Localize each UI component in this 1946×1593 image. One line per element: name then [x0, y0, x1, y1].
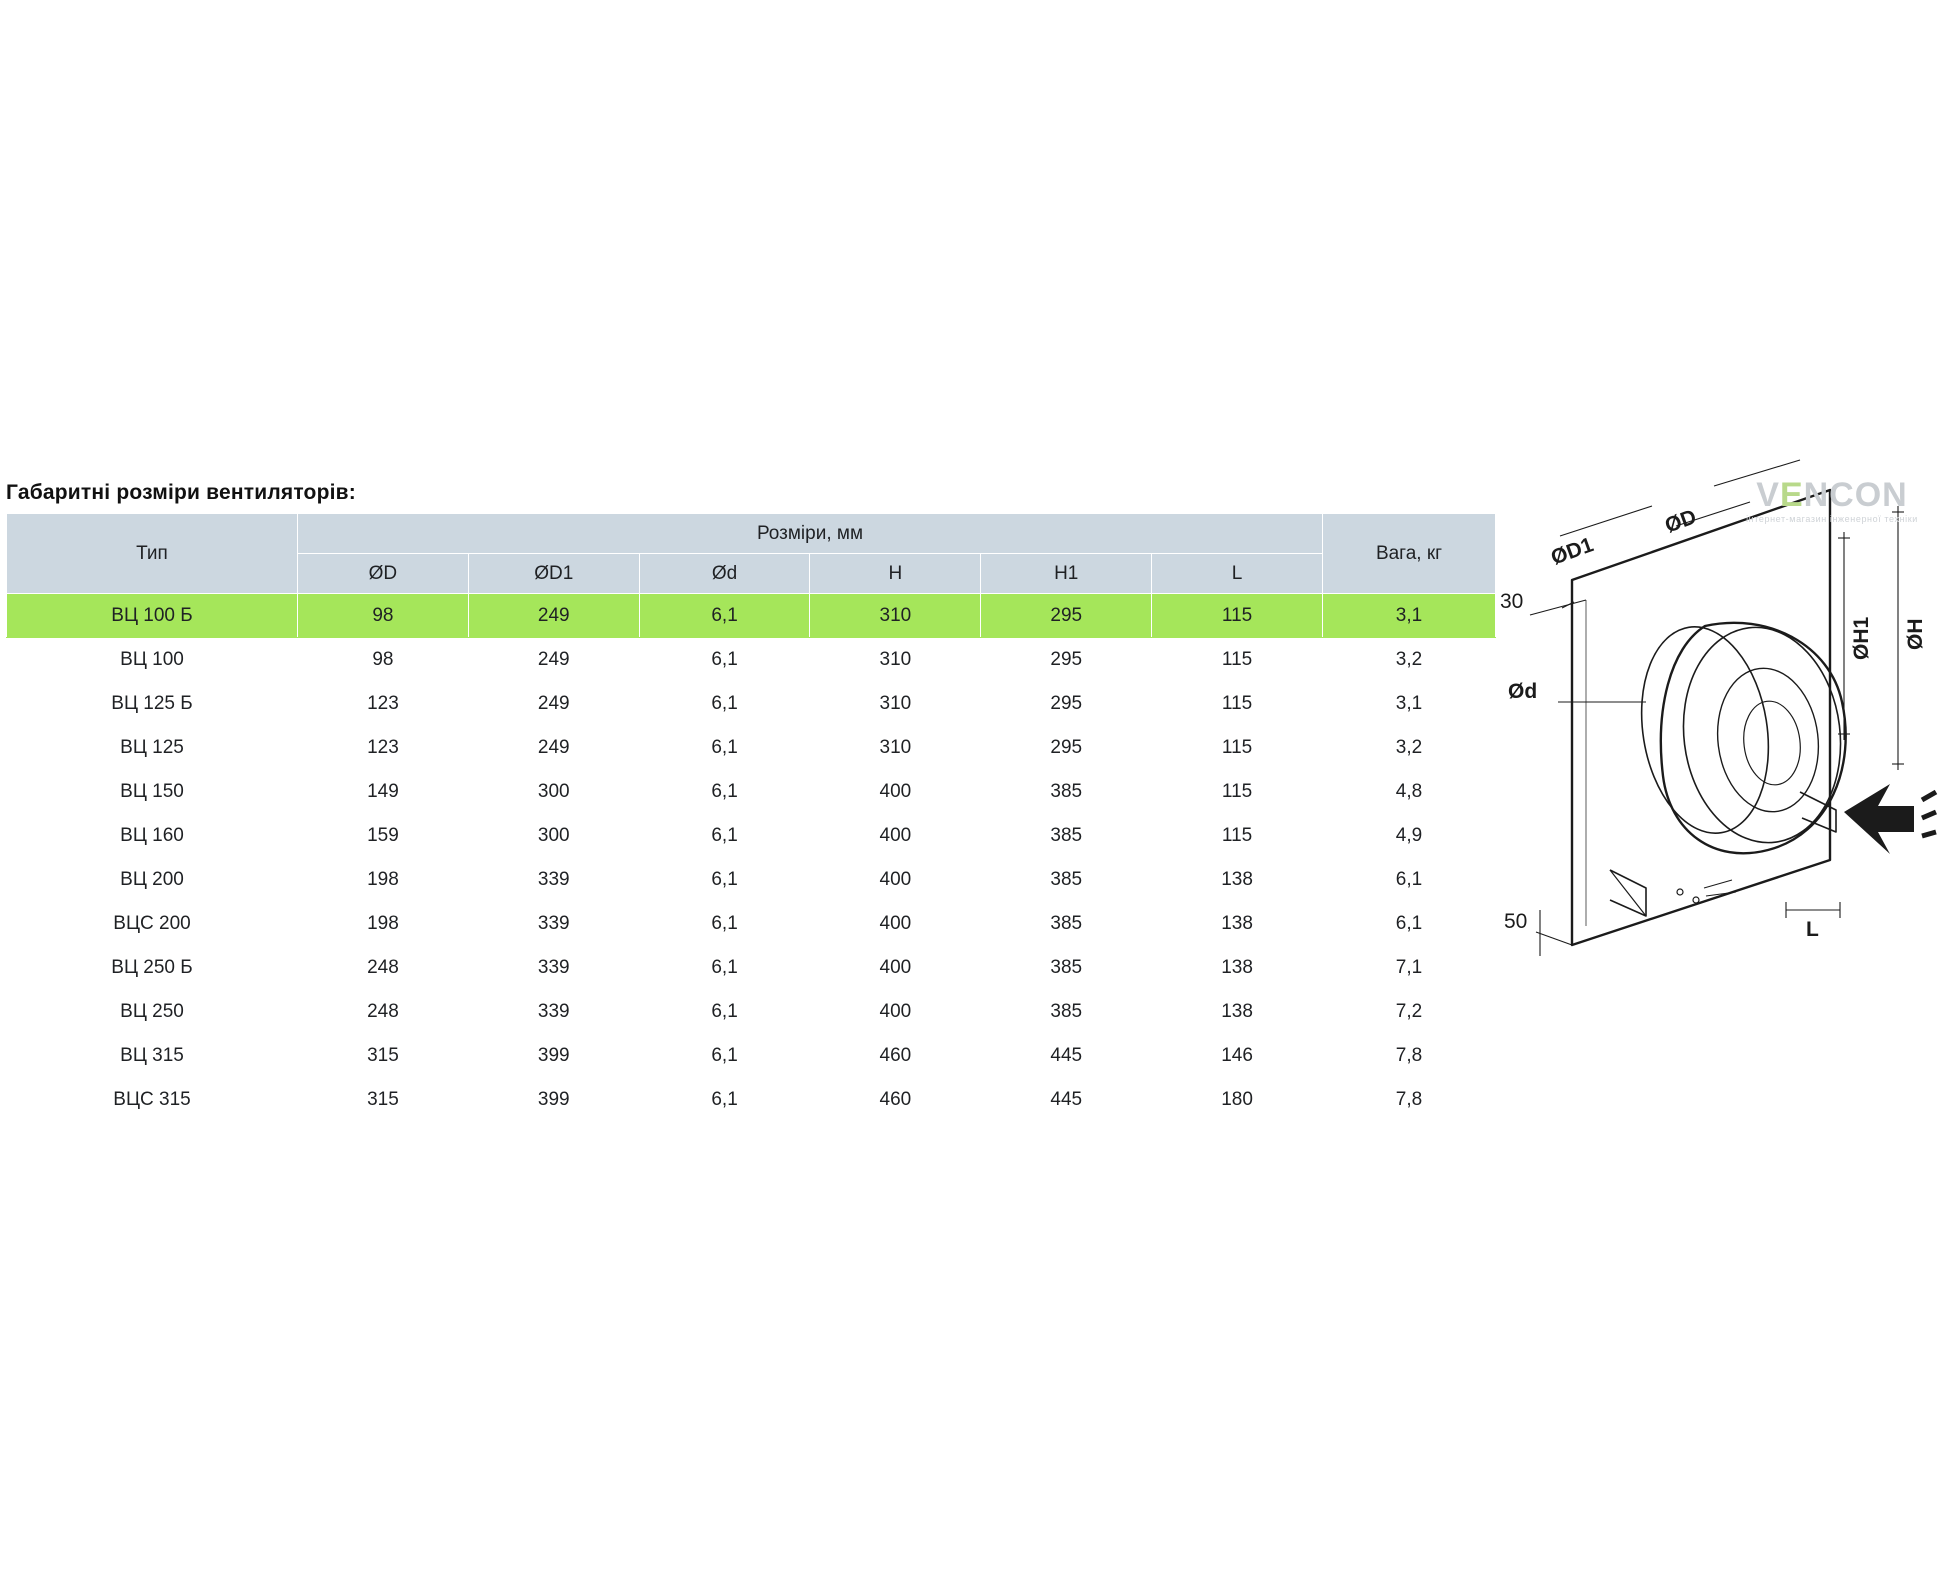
cell-weight: 4,8 — [1323, 770, 1496, 814]
col-header-h1: H1 — [981, 554, 1152, 594]
cell-dimension: 98 — [298, 638, 469, 682]
table-row — [7, 726, 1496, 770]
cell-dimension: 310 — [810, 594, 981, 638]
cell-dimension: 310 — [810, 638, 981, 682]
cell-dimension: 385 — [981, 902, 1152, 946]
watermark-brand-right: NCON — [1803, 476, 1908, 514]
cell-dimension: 198 — [298, 858, 469, 902]
cell-weight: 7,8 — [1323, 1034, 1496, 1078]
cell-dimension: 315 — [298, 1034, 469, 1078]
col-header-od1: ØD1 — [468, 554, 639, 594]
cell-dimension: 385 — [981, 814, 1152, 858]
dim-label-oh1: ØH1 — [1850, 616, 1873, 660]
cell-type: ВЦ 150 — [7, 770, 298, 814]
cell-type: ВЦ 160 — [7, 814, 298, 858]
cell-dimension: 460 — [810, 1034, 981, 1078]
cell-dimension: 399 — [468, 1078, 639, 1122]
cell-dimension: 400 — [810, 858, 981, 902]
col-header-dimensions-group: Розміри, мм — [298, 514, 1323, 554]
cell-dimension: 115 — [1152, 638, 1323, 682]
table-head — [7, 514, 1496, 594]
cell-type: ВЦС 200 — [7, 902, 298, 946]
col-header-h: H — [810, 554, 981, 594]
cell-type: ВЦС 315 — [7, 1078, 298, 1122]
dim-label-50: 50 — [1504, 910, 1528, 933]
table-row — [7, 990, 1496, 1034]
cell-dimension: 98 — [298, 594, 469, 638]
cell-type: ВЦ 125 — [7, 726, 298, 770]
dim-label-30: 30 — [1500, 590, 1524, 613]
cell-dimension: 385 — [981, 946, 1152, 990]
cell-dimension: 295 — [981, 726, 1152, 770]
cell-type: ВЦ 250 — [7, 990, 298, 1034]
cell-dimension: 248 — [298, 990, 469, 1034]
cell-type: ВЦ 125 Б — [7, 682, 298, 726]
cell-dimension: 115 — [1152, 594, 1323, 638]
cell-dimension: 6,1 — [639, 814, 810, 858]
dimensions-table — [6, 513, 1496, 1122]
cell-weight: 3,2 — [1323, 638, 1496, 682]
drawing-svg — [1500, 440, 1940, 1080]
cell-dimension: 385 — [981, 770, 1152, 814]
table-row — [7, 594, 1496, 638]
cell-weight: 7,8 — [1323, 1078, 1496, 1122]
cell-dimension: 6,1 — [639, 946, 810, 990]
dim-label-oh: ØH — [1904, 618, 1927, 650]
cell-dimension: 300 — [468, 770, 639, 814]
dim-label-od-small: Ød — [1508, 680, 1538, 703]
cell-type: ВЦ 200 — [7, 858, 298, 902]
cell-dimension: 400 — [810, 946, 981, 990]
cell-dimension: 138 — [1152, 858, 1323, 902]
cell-dimension: 6,1 — [639, 1034, 810, 1078]
cell-dimension: 115 — [1152, 726, 1323, 770]
col-header-l: L — [1152, 554, 1323, 594]
cell-dimension: 123 — [298, 682, 469, 726]
table-row — [7, 814, 1496, 858]
cell-dimension: 385 — [981, 990, 1152, 1034]
cell-dimension: 138 — [1152, 946, 1323, 990]
cell-weight: 6,1 — [1323, 902, 1496, 946]
table-row — [7, 1078, 1496, 1122]
cell-dimension: 339 — [468, 990, 639, 1034]
table-header-row-1 — [7, 514, 1496, 554]
cell-dimension: 6,1 — [639, 638, 810, 682]
cell-dimension: 400 — [810, 770, 981, 814]
col-header-weight: Вага, кг — [1323, 514, 1496, 594]
cell-dimension: 249 — [468, 682, 639, 726]
cell-dimension: 445 — [981, 1078, 1152, 1122]
cell-dimension: 295 — [981, 594, 1152, 638]
cell-dimension: 249 — [468, 726, 639, 770]
table-row — [7, 1034, 1496, 1078]
dim-label-od1: ØD1 — [1548, 533, 1597, 570]
cell-dimension: 445 — [981, 1034, 1152, 1078]
cell-dimension: 460 — [810, 1078, 981, 1122]
cell-dimension: 300 — [468, 814, 639, 858]
cell-dimension: 400 — [810, 990, 981, 1034]
cell-dimension: 400 — [810, 814, 981, 858]
cell-dimension: 310 — [810, 682, 981, 726]
cell-dimension: 339 — [468, 946, 639, 990]
cell-dimension: 6,1 — [639, 902, 810, 946]
cell-weight: 3,1 — [1323, 682, 1496, 726]
cell-dimension: 6,1 — [639, 858, 810, 902]
product-technical-drawing — [1500, 440, 1940, 1080]
watermark-dot-icon: E — [1779, 476, 1804, 514]
cell-dimension: 6,1 — [639, 770, 810, 814]
cell-dimension: 399 — [468, 1034, 639, 1078]
cell-type: ВЦ 100 Б — [7, 594, 298, 638]
cell-dimension: 198 — [298, 902, 469, 946]
cell-dimension: 115 — [1152, 814, 1323, 858]
cell-dimension: 6,1 — [639, 726, 810, 770]
cell-dimension: 159 — [298, 814, 469, 858]
cell-dimension: 180 — [1152, 1078, 1323, 1122]
col-header-od: ØD — [298, 554, 469, 594]
cell-dimension: 385 — [981, 858, 1152, 902]
cell-weight: 6,1 — [1323, 858, 1496, 902]
cell-dimension: 149 — [298, 770, 469, 814]
cell-weight: 4,9 — [1323, 814, 1496, 858]
table-row — [7, 682, 1496, 726]
cell-dimension: 310 — [810, 726, 981, 770]
cell-dimension: 138 — [1152, 902, 1323, 946]
cell-weight: 3,1 — [1323, 594, 1496, 638]
cell-dimension: 339 — [468, 858, 639, 902]
cell-dimension: 6,1 — [639, 990, 810, 1034]
col-header-od-small: Ød — [639, 554, 810, 594]
cell-dimension: 6,1 — [639, 1078, 810, 1122]
table-row — [7, 902, 1496, 946]
table-row — [7, 946, 1496, 990]
watermark-subtitle: інтернет-магазин інженерної техніки — [1746, 514, 1918, 524]
cell-weight: 7,2 — [1323, 990, 1496, 1034]
cell-dimension: 146 — [1152, 1034, 1323, 1078]
cell-dimension: 249 — [468, 638, 639, 682]
watermark-brand-left: V — [1756, 476, 1780, 514]
cell-dimension: 400 — [810, 902, 981, 946]
cell-weight: 7,1 — [1323, 946, 1496, 990]
cell-dimension: 248 — [298, 946, 469, 990]
dim-label-l: L — [1806, 918, 1819, 941]
cell-dimension: 115 — [1152, 682, 1323, 726]
dimensions-table-wrapper — [6, 513, 1496, 1122]
table-row — [7, 770, 1496, 814]
cell-dimension: 123 — [298, 726, 469, 770]
col-header-type: Тип — [7, 514, 298, 594]
page-title: Габаритні розміри вентиляторів: — [6, 481, 356, 504]
cell-type: ВЦ 100 — [7, 638, 298, 682]
cell-dimension: 6,1 — [639, 682, 810, 726]
cell-dimension: 249 — [468, 594, 639, 638]
cell-weight: 3,2 — [1323, 726, 1496, 770]
cell-dimension: 138 — [1152, 990, 1323, 1034]
cell-dimension: 115 — [1152, 770, 1323, 814]
cell-dimension: 295 — [981, 682, 1152, 726]
cell-dimension: 295 — [981, 638, 1152, 682]
cell-dimension: 339 — [468, 902, 639, 946]
cell-type: ВЦ 250 Б — [7, 946, 298, 990]
cell-type: ВЦ 315 — [7, 1034, 298, 1078]
table-row — [7, 858, 1496, 902]
table-row — [7, 638, 1496, 682]
table-body — [7, 594, 1496, 1122]
cell-dimension: 315 — [298, 1078, 469, 1122]
dim-label-od: ØD — [1662, 505, 1700, 538]
cell-dimension: 6,1 — [639, 594, 810, 638]
